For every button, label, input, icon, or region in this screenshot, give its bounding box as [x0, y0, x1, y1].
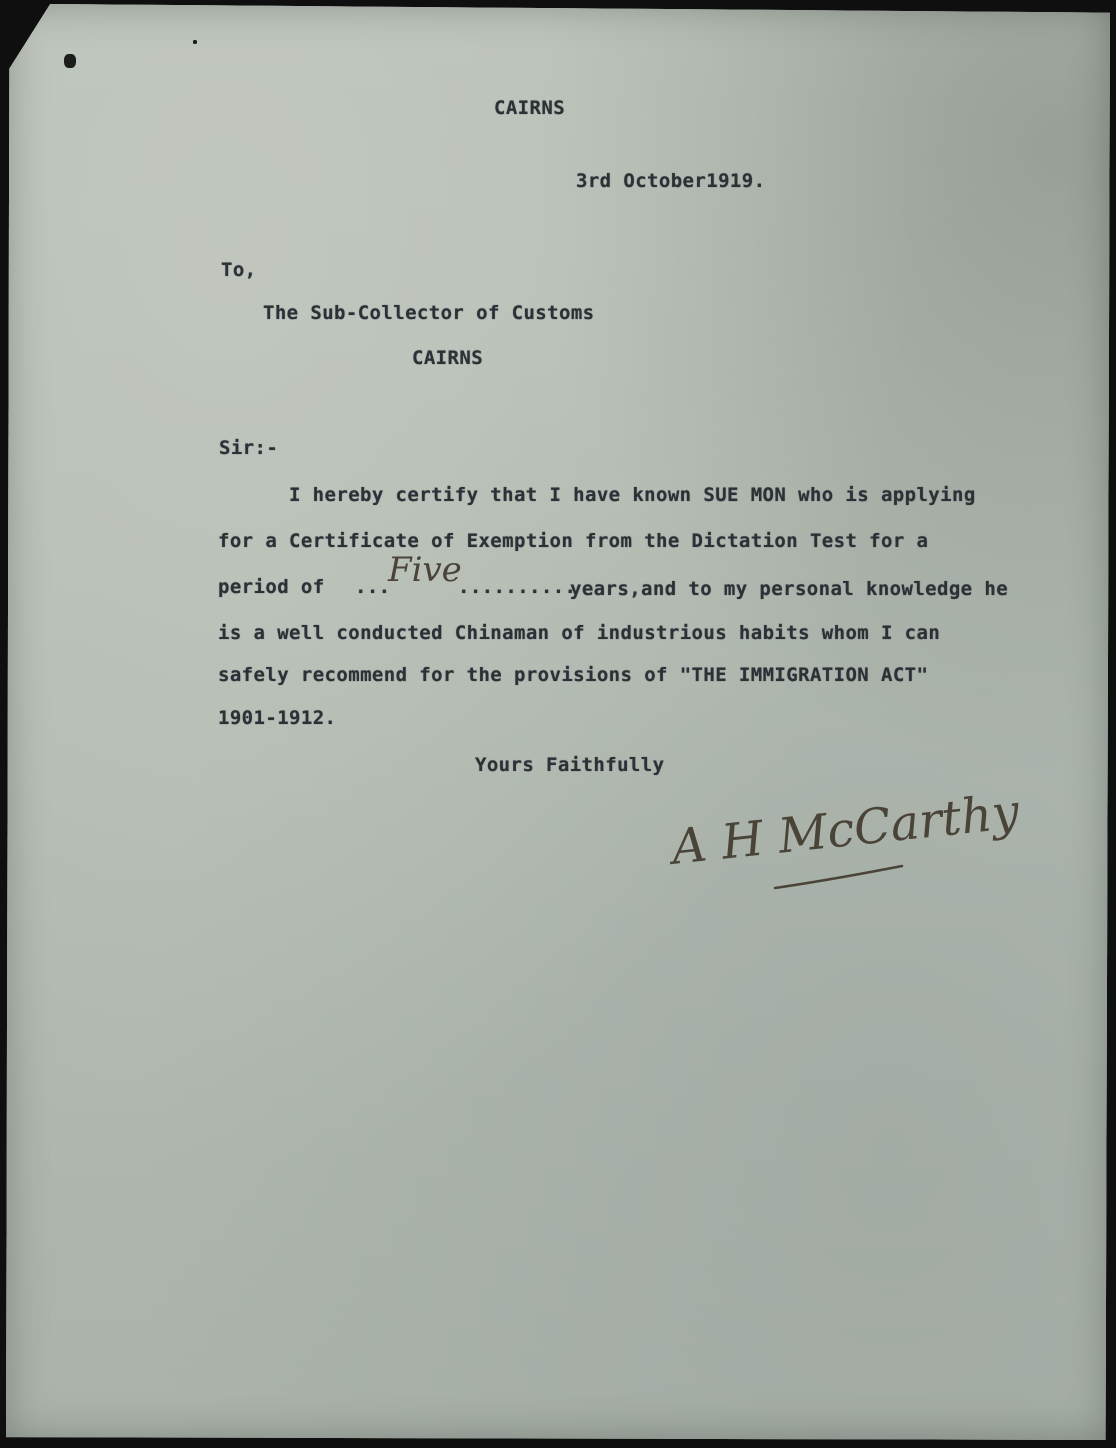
body-line-2: for a Certificate of Exemption from the Dictation Test for a	[218, 530, 929, 552]
body-line-3-end: years,and to my personal knowledge he	[570, 578, 1009, 600]
blank-dots-right: ..........	[458, 576, 577, 598]
closing: Yours Faithfully	[475, 754, 665, 776]
letter-page	[6, 4, 1110, 1440]
signature: A H McCarthy	[669, 783, 1022, 876]
salutation-to: To,	[221, 259, 257, 281]
body-line-4: is a well conducted Chinaman of industrious habits whom I can	[218, 622, 941, 644]
signature-underline	[770, 860, 910, 896]
addressee-title: The Sub-Collector of Customs	[263, 302, 595, 324]
body-line-1: I hereby certify that I have known SUE MON who is applying	[289, 484, 976, 506]
place-heading: CAIRNS	[494, 97, 566, 119]
letter-date: 3rd October1919.	[576, 170, 766, 192]
greeting: Sir:-	[219, 437, 279, 459]
ink-blot	[64, 54, 76, 68]
body-line-5: safely recommend for the provisions of "THE IMMIGRATION ACT"	[218, 664, 929, 686]
addressee-city: CAIRNS	[412, 347, 484, 369]
blank-dots-left: ...	[355, 576, 391, 598]
body-line-6: 1901-1912.	[218, 707, 337, 729]
ink-dot	[193, 40, 197, 44]
handwritten-period: Five	[388, 550, 462, 590]
body-line-3-start: period of	[218, 576, 325, 598]
